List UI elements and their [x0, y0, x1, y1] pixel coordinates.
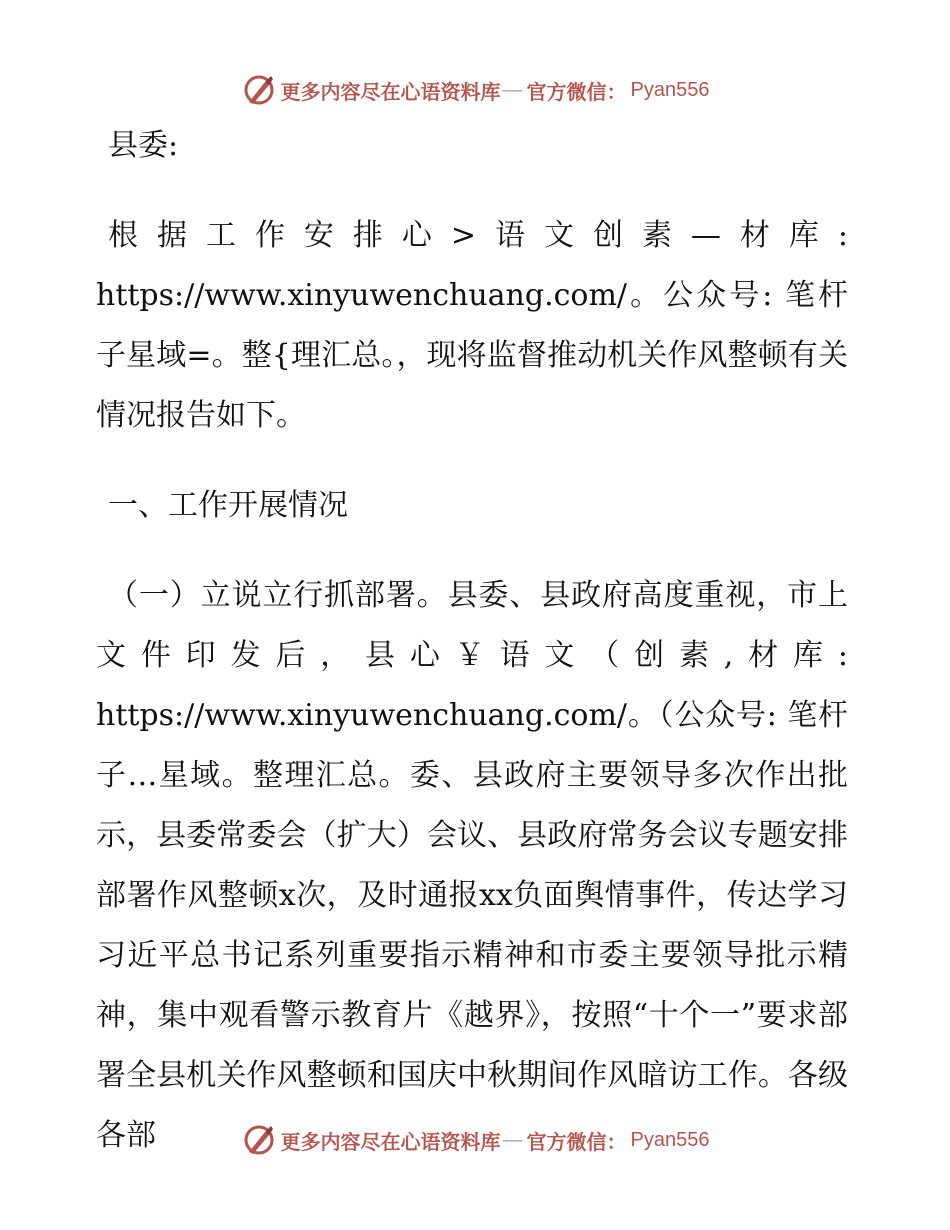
footer-watermark-banner	[0, 1120, 950, 1160]
banner-dash: —	[502, 1128, 523, 1151]
banner-brand-text: 更多内容尽在心语资料库	[280, 1131, 501, 1154]
banner-wechat-id: Pyan556	[630, 1128, 710, 1151]
banner-wechat-label: 官方微信：	[526, 1131, 627, 1154]
banner-wechat-id: Pyan556	[630, 78, 710, 101]
salutation: 县委:	[108, 128, 179, 163]
header-watermark-banner	[0, 70, 950, 110]
intro-paragraph: 根据工作安排心>语文创素—材库: https://www.xinyuwenchuang.com/。公众号: 笔杆子星域=。整{理汇总。，现将监督推动机关作风整顿有关情况报告如下。	[96, 218, 848, 433]
body-paragraph: （一）立说立行抓部署。县委、县政府高度重视，市上文件印发后，县心￥语文（创素,材库: https://www.xinyuwenchuang.com/。（公众号: 笔杆子…星域。整理汇总。委、县政府主要领导多次作出批示，县委常委会（扩大）会议、县政府常务会议专题安排部署作风整顿x次，及时通报xx负面舆情事件，传达学习习近平总书记系列重要指示精神和市委主要领导批示精神，集中观看警示教育片《越界》，按照“十个一”要求部署全县机关作风整顿和国庆中秋期间作风暗访工作。各级各部	[96, 578, 848, 1153]
pen-logo-icon	[241, 1122, 277, 1158]
banner-dash: —	[502, 78, 523, 101]
pen-logo-icon	[241, 72, 277, 108]
banner-wechat-label: 官方微信：	[526, 81, 627, 104]
document-body	[96, 116, 848, 1166]
section-heading: 一、工作开展情况	[108, 488, 348, 523]
banner-brand-text: 更多内容尽在心语资料库	[280, 81, 501, 104]
